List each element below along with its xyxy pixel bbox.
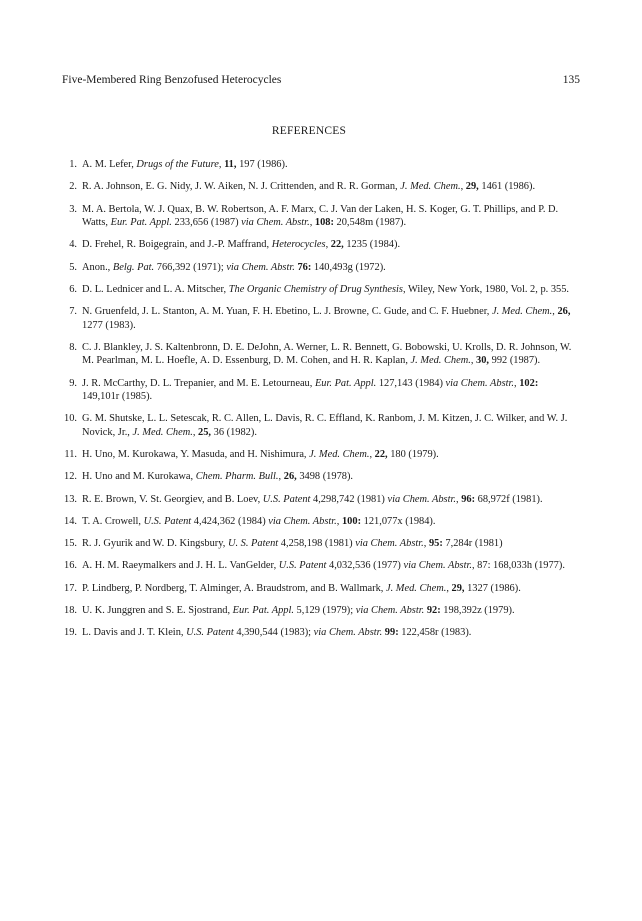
reference-text <box>82 626 574 639</box>
reference-segment: , <box>278 471 284 483</box>
reference-segment: A. H. M. Raeymalkers and J. H. L. VanGelder, <box>82 560 279 572</box>
reference-volume: 108: <box>314 217 334 228</box>
reference-text <box>82 493 574 506</box>
reference-text <box>82 180 574 193</box>
reference-volume: 95: <box>428 538 443 550</box>
reference-item <box>62 341 574 368</box>
reference-list <box>62 158 574 649</box>
reference-segment: , <box>552 306 558 318</box>
reference-volume: 76: <box>297 261 312 273</box>
reference-volume: 22, <box>374 449 388 460</box>
reference-italic-segment: Drugs of the Future <box>136 159 219 170</box>
reference-segment: 140,493g (1972). <box>311 261 386 273</box>
reference-italic-segment: Eur. Pat. Appl. <box>314 377 377 389</box>
reference-volume: 26, <box>557 306 571 318</box>
reference-segment: H. Uno and M. Kurokawa, <box>82 471 196 483</box>
reference-italic-segment: J. Med. Chem. <box>132 426 193 438</box>
reference-text <box>82 412 574 439</box>
page-number: 135 <box>562 74 580 86</box>
reference-italic-segment: via Chem. Abstr. <box>241 217 310 228</box>
reference-italic-segment: via Chem. Abstr. <box>387 493 456 505</box>
reference-volume: 96: <box>461 493 476 505</box>
reference-segment: , Wiley, New York, 1980, Vol. 2, p. 355. <box>402 283 570 295</box>
reference-segment: , <box>369 449 375 460</box>
reference-segment: 121,077x (1984). <box>361 515 436 527</box>
reference-text <box>82 537 574 550</box>
reference-number: 7. <box>69 306 77 318</box>
reference-segment: 1235 (1984). <box>343 239 401 251</box>
reference-item <box>62 537 574 550</box>
reference-volume: 30, <box>476 355 490 367</box>
reference-volume: 11, <box>224 159 237 170</box>
reference-segment: , <box>514 377 520 389</box>
reference-segment: , <box>325 239 331 251</box>
reference-segment: J. R. McCarthy, D. L. Trepanier, and M. E. Letourneau, <box>82 377 315 389</box>
reference-segment: R. A. Johnson, E. G. Nidy, J. W. Aiken, N. J. Crittenden, and R. R. Gorman, <box>82 181 401 193</box>
reference-segment: U. K. Junggren and S. E. Sjostrand, <box>82 605 233 617</box>
reference-number: 6. <box>69 283 77 295</box>
reference-text <box>82 341 574 368</box>
reference-number: 5. <box>69 261 77 273</box>
reference-number: 12. <box>64 471 77 483</box>
reference-segment: R. J. Gyurik and W. D. Kingsbury, <box>82 538 228 550</box>
reference-segment: 233,656 (1987) <box>171 217 242 228</box>
reference-item <box>62 238 574 251</box>
reference-italic-segment: via Chem. Abstr. <box>403 560 472 572</box>
reference-item <box>62 582 574 595</box>
reference-segment: , <box>460 181 466 193</box>
reference-italic-segment: J. Med. Chem. <box>309 449 370 460</box>
reference-segment: 122,458r (1983). <box>398 627 472 639</box>
reference-text <box>82 261 574 274</box>
reference-item <box>62 158 574 171</box>
section-title: REFERENCES <box>271 125 347 137</box>
reference-segment: D. Frehel, R. Boigegrain, and J.-P. Maffrand, <box>82 239 272 251</box>
reference-italic-segment: J. Med. Chem. <box>410 355 471 367</box>
reference-text <box>82 582 574 595</box>
reference-segment: A. M. Lefer, <box>82 159 137 170</box>
reference-italic-segment: The Organic Chemistry of Drug Synthesis <box>228 283 403 295</box>
reference-italic-segment: Eur. Pat. Appl. <box>232 605 294 617</box>
reference-segment: T. A. Crowell, <box>82 515 144 527</box>
reference-segment: L. Davis and J. T. Klein, <box>82 627 187 639</box>
reference-segment: D. L. Lednicer and L. A. Mitscher, <box>82 283 229 295</box>
reference-number: 14. <box>64 515 77 527</box>
reference-segment: , <box>192 426 199 438</box>
reference-number: 10. <box>64 413 77 425</box>
reference-italic-segment: via Chem. Abstr. <box>313 627 383 639</box>
reference-item <box>62 412 574 439</box>
reference-segment: R. E. Brown, V. St. Georgiev, and B. Loev, <box>82 493 263 505</box>
reference-italic-segment: via Chem. Abstr. <box>355 605 425 617</box>
reference-volume: 99: <box>384 627 399 639</box>
reference-segment: , 87: 168,033h (1977). <box>471 560 565 572</box>
reference-item <box>62 305 574 332</box>
reference-number: 19. <box>64 627 77 639</box>
reference-item <box>62 180 574 193</box>
reference-volume: 102: <box>519 377 539 389</box>
reference-number: 13. <box>64 493 77 505</box>
reference-text <box>82 470 574 483</box>
reference-number: 18. <box>64 605 77 617</box>
reference-segment: , <box>309 217 315 228</box>
reference-item <box>62 515 574 528</box>
reference-item <box>62 626 574 639</box>
reference-text <box>82 158 574 171</box>
reference-italic-segment: U. S. Patent <box>227 538 279 550</box>
reference-segment: 197 (1986). <box>236 159 288 170</box>
reference-item <box>62 261 574 274</box>
reference-segment: , <box>423 538 429 550</box>
reference-segment: P. Lindberg, P. Nordberg, T. Alminger, A. Braudstrom, and B. Wallmark, <box>82 582 386 594</box>
reference-segment: 992 (1987). <box>489 355 541 367</box>
reference-italic-segment: Belg. Pat. <box>112 261 155 273</box>
reference-segment: , <box>218 159 225 170</box>
reference-segment: , <box>455 493 462 505</box>
reference-segment: 149,101r (1985). <box>82 391 153 402</box>
reference-segment: 4,298,742 (1981) <box>310 493 388 505</box>
reference-segment: 5,129 (1979); <box>293 605 356 617</box>
reference-number: 4. <box>69 239 77 251</box>
reference-segment: G. M. Shutske, L. L. Setescak, R. C. Allen, L. Davis, R. C. Effland, K. Ranbom, J. M. Kitzen, J. C. Wilker, and W. J. Novick, Jr., <box>82 413 568 438</box>
reference-volume: 92: <box>426 605 441 617</box>
reference-italic-segment: J. Med. Chem. <box>491 306 553 318</box>
reference-volume: 29, <box>451 582 465 594</box>
reference-italic-segment: via Chem. Abstr. <box>355 538 424 550</box>
reference-text <box>82 604 574 617</box>
reference-number: 17. <box>64 582 77 594</box>
reference-segment: , <box>336 515 342 527</box>
reference-number: 3. <box>69 203 77 215</box>
reference-segment: H. Uno, M. Kurokawa, Y. Masuda, and H. Nishimura, <box>82 449 310 460</box>
reference-number: 16. <box>64 560 77 572</box>
reference-text <box>82 559 574 572</box>
reference-italic-segment: Chem. Pharm. Bull. <box>195 471 279 483</box>
reference-segment: 3498 (1978). <box>296 471 354 483</box>
reference-volume: 26, <box>283 471 297 483</box>
reference-segment: 68,972f (1981). <box>475 493 543 505</box>
reference-italic-segment: U.S. Patent <box>186 627 234 639</box>
reference-text <box>82 283 574 296</box>
reference-segment: 766,392 (1971); <box>154 261 227 273</box>
reference-segment: 7,284r (1981) <box>442 538 503 550</box>
reference-item <box>62 283 574 296</box>
reference-segment: 1327 (1986). <box>464 582 521 594</box>
reference-italic-segment: U.S. Patent <box>278 560 327 572</box>
reference-text <box>82 203 574 230</box>
reference-italic-segment: Heterocycles <box>271 239 326 251</box>
reference-number: 15. <box>64 538 77 550</box>
reference-segment: 4,032,536 (1977) <box>326 560 404 572</box>
reference-number: 11. <box>64 449 77 460</box>
reference-italic-segment: via Chem. Abstr. <box>268 515 337 527</box>
reference-volume: 100: <box>341 515 362 527</box>
reference-item <box>62 493 574 506</box>
reference-italic-segment: J. Med. Chem. <box>386 582 447 594</box>
reference-number: 8. <box>69 341 77 353</box>
reference-segment: 1461 (1986). <box>478 181 536 193</box>
reference-text <box>82 515 574 528</box>
running-head-title: Five-Membered Ring Benzofused Heterocycles <box>62 74 282 86</box>
reference-segment: , <box>470 355 477 367</box>
reference-segment: 198,392z (1979). <box>440 605 515 617</box>
reference-number: 9. <box>69 377 77 389</box>
reference-segment: , <box>446 582 452 594</box>
reference-italic-segment: J. Med. Chem. <box>400 181 461 193</box>
reference-item <box>62 377 574 404</box>
reference-segment: 36 (1982). <box>211 426 257 438</box>
reference-segment: Anon., <box>82 261 113 273</box>
reference-volume: 22, <box>330 239 344 251</box>
reference-italic-segment: via Chem. Abstr. <box>445 377 515 389</box>
reference-italic-segment: U.S. Patent <box>262 493 311 505</box>
reference-italic-segment: U.S. Patent <box>143 515 192 527</box>
reference-segment: 127,143 (1984) <box>376 377 446 389</box>
reference-volume: 25, <box>198 426 212 438</box>
reference-text <box>82 448 574 461</box>
reference-text <box>82 238 574 251</box>
reference-italic-segment: via Chem. Abstr. <box>226 261 295 273</box>
reference-segment: 4,390,544 (1983); <box>233 627 314 639</box>
reference-item <box>62 203 574 230</box>
reference-segment: M. A. Bertola, W. J. Quax, B. W. Robertson, A. F. Marx, C. J. Van der Laken, H. S. Koger, G. T. Phillips, and P. D. Watts, <box>82 203 559 228</box>
reference-italic-segment: Eur. Pat. Appl. <box>110 217 172 228</box>
reference-item <box>62 559 574 572</box>
reference-item <box>62 470 574 483</box>
reference-segment: 4,424,362 (1984) <box>191 515 269 527</box>
reference-item <box>62 604 574 617</box>
reference-segment: 180 (1979). <box>387 449 439 460</box>
reference-text <box>82 305 574 332</box>
reference-text <box>82 377 574 404</box>
reference-segment: 1277 (1983). <box>82 319 136 331</box>
reference-segment: C. J. Blankley, J. S. Kaltenbronn, D. E. DeJohn, A. Werner, L. R. Bennett, G. Bobowski, U. Krolls, D. R. Johnson, W. M. Pearlman, M. L. Hoefle, A. D. Essenburg, D. M. Cohen, and H. R. Kaplan, <box>82 341 572 367</box>
reference-number: 1. <box>69 159 77 170</box>
reference-segment: 4,258,198 (1981) <box>278 538 356 550</box>
reference-segment: 20,548m (1987). <box>333 217 407 228</box>
reference-item <box>62 448 574 461</box>
reference-segment: N. Gruenfeld, J. L. Stanton, A. M. Yuan, F. H. Ebetino, L. J. Browne, C. Gude, and C. F. Huebner, <box>82 306 492 318</box>
reference-volume: 29, <box>465 181 479 193</box>
reference-number: 2. <box>69 181 77 193</box>
